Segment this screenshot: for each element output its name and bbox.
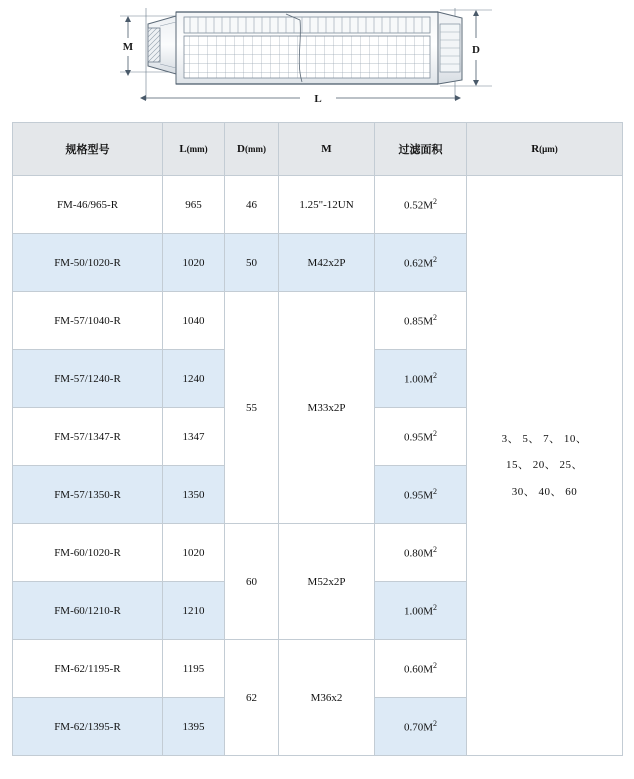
area-value: 0.95	[403, 431, 424, 444]
cell-model: FM-57/1347-R	[13, 408, 163, 466]
filter-element-drawing	[0, 0, 634, 122]
cell-diameter: 46	[225, 176, 279, 234]
area-unit: M	[423, 721, 434, 734]
area-exponent: 2	[433, 487, 438, 497]
area-exponent: 2	[433, 197, 438, 207]
area-value: 1.00	[403, 373, 424, 386]
area-value: 0.62	[403, 257, 424, 270]
area-exponent: 2	[433, 719, 438, 729]
header-filter-area-label: 过滤面积	[398, 144, 443, 156]
cell-filter-area	[375, 698, 467, 756]
cell-model: FM-62/1195-R	[13, 640, 163, 698]
cell-model: FM-46/965-R	[13, 176, 163, 234]
area-value: 1.00	[403, 605, 424, 618]
header-length-label: L	[179, 143, 187, 155]
dimension-label-d: D	[472, 44, 480, 56]
area-unit: M	[423, 605, 434, 618]
cell-model: FM-57/1240-R	[13, 350, 163, 408]
header-thread-label: М	[321, 143, 332, 155]
cell-filter-area	[375, 640, 467, 698]
cell-thread: M33x2P	[279, 292, 375, 524]
area-value: 0.80	[403, 547, 424, 560]
cell-thread: M42x2P	[279, 234, 375, 292]
area-value: 0.60	[403, 663, 424, 676]
area-exponent: 2	[433, 255, 438, 265]
cell-filter-area	[375, 234, 467, 292]
header-length	[163, 123, 225, 176]
header-model-label: 规格型号	[65, 144, 110, 156]
cell-thread: M52x2P	[279, 524, 375, 640]
area-exponent: 2	[433, 661, 438, 671]
cell-diameter: 55	[225, 292, 279, 524]
specification-table	[12, 122, 623, 756]
area-unit: M	[423, 489, 434, 502]
area-unit: M	[423, 257, 434, 270]
cell-length: 1210	[163, 582, 225, 640]
area-unit: M	[423, 547, 434, 560]
cell-length: 1195	[163, 640, 225, 698]
cell-length: 1350	[163, 466, 225, 524]
header-length-unit: (mm)	[186, 144, 208, 154]
cell-length: 1020	[163, 234, 225, 292]
area-exponent: 2	[433, 371, 438, 381]
area-unit: M	[423, 199, 434, 212]
cell-length: 1240	[163, 350, 225, 408]
cell-filter-area	[375, 466, 467, 524]
table-row	[13, 176, 623, 234]
header-filter-area	[375, 123, 467, 176]
area-unit: M	[423, 663, 434, 676]
dimension-label-l: L	[314, 93, 322, 105]
cell-filter-rating	[467, 176, 623, 756]
area-exponent: 2	[433, 603, 438, 613]
rating-line-1: 3、 5、 7、 10、	[501, 432, 588, 445]
area-value: 0.85	[403, 315, 424, 328]
header-diameter-unit: (mm)	[244, 144, 266, 154]
header-rating-unit: (μm)	[539, 144, 558, 154]
area-unit: M	[423, 431, 434, 444]
area-value: 0.95	[403, 489, 424, 502]
cell-model: FM-57/1350-R	[13, 466, 163, 524]
area-exponent: 2	[433, 545, 438, 555]
cell-diameter: 62	[225, 640, 279, 756]
cell-filter-area	[375, 524, 467, 582]
header-rating	[467, 123, 623, 176]
header-model	[13, 123, 163, 176]
cell-length: 1395	[163, 698, 225, 756]
cell-filter-area	[375, 582, 467, 640]
cell-length: 1040	[163, 292, 225, 350]
cell-filter-area	[375, 176, 467, 234]
rating-line-2: 15、 20、 25、	[506, 459, 583, 472]
cell-model: FM-62/1395-R	[13, 698, 163, 756]
header-rating-label: R	[531, 143, 540, 155]
cell-model: FM-60/1210-R	[13, 582, 163, 640]
header-diameter	[225, 123, 279, 176]
area-value: 0.70	[403, 721, 424, 734]
area-value: 0.52	[403, 199, 424, 212]
area-unit: M	[423, 373, 434, 386]
table-header-row	[13, 123, 623, 176]
area-unit: M	[423, 315, 434, 328]
cell-thread: M36x2	[279, 640, 375, 756]
cell-model: FM-57/1040-R	[13, 292, 163, 350]
header-diameter-label: D	[237, 143, 245, 155]
dimension-label-m: M	[122, 41, 134, 53]
area-exponent: 2	[433, 429, 438, 439]
cell-model: FM-50/1020-R	[13, 234, 163, 292]
product-diagram	[0, 0, 634, 122]
specification-table-container	[0, 122, 634, 756]
cell-model: FM-60/1020-R	[13, 524, 163, 582]
cell-diameter: 60	[225, 524, 279, 640]
rating-line-3: 30、 40、 60	[511, 485, 578, 498]
cell-filter-area	[375, 292, 467, 350]
cell-thread: 1.25"-12UN	[279, 176, 375, 234]
cell-filter-area	[375, 350, 467, 408]
cell-diameter: 50	[225, 234, 279, 292]
cell-filter-area	[375, 408, 467, 466]
cell-length: 965	[163, 176, 225, 234]
cell-length: 1020	[163, 524, 225, 582]
header-thread	[279, 123, 375, 176]
area-exponent: 2	[433, 313, 438, 323]
cell-length: 1347	[163, 408, 225, 466]
